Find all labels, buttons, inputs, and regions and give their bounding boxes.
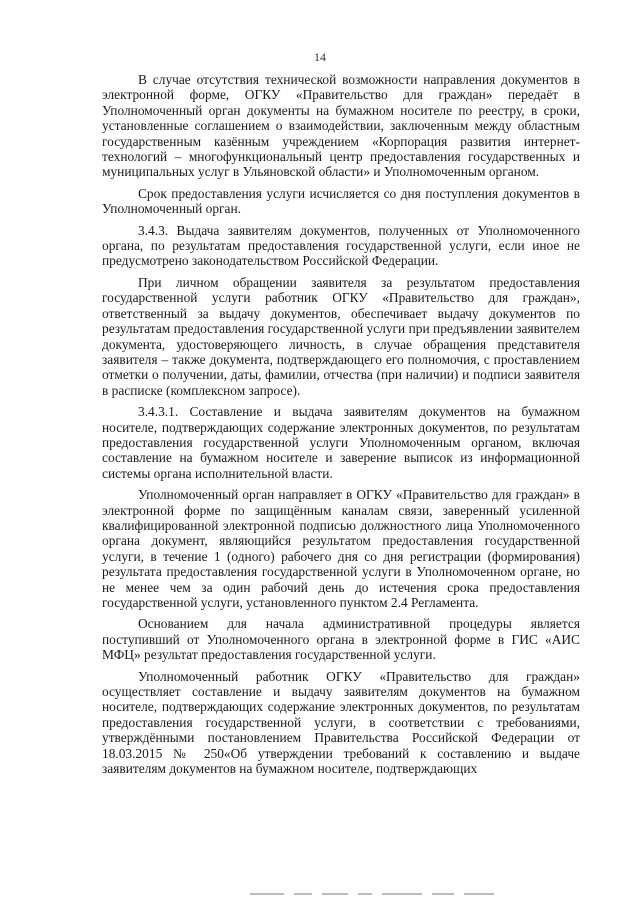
paragraph-mfc-paper-transfer: В случае отсутствия технической возможности направления документов в электронной форме, ОГКУ «Правительство для граждан» передаёт в Уполномоченный орган документы на бумажном носителе по реестру, в сроки, установленные соглашением о взаимодействии, заключенным между областным государственным казённым учреждением «Корпорация развития интернет-технологий – многофункциональный центр предоставления государственных и муниципальных услуг в Ульяновской области» и Уполномоченным органом. — [102, 72, 580, 180]
paragraph-service-term: Срок предоставления услуги исчисляется со дня поступления документов в Уполномоченный орган. — [102, 185, 580, 217]
paragraph-3-4-3: 3.4.3. Выдача заявителям документов, полученных от Уполномоченного органа, по результатам предоставления государственной услуги, если иное не предусмотрено законодательством Российской Федерации. — [102, 222, 580, 269]
page-body — [102, 72, 580, 782]
paragraph-authorized-worker: Уполномоченный работник ОГКУ «Правительство для граждан» осуществляет составление и выдачу заявителям документов на бумажном носителе, подтверждающих содержание электронных документов, по результатам предоставления государственной услуги, в соответствии с требованиями, утверждёнными постановлением Правительства Российской Федерации от 18.03.2015 № 250«Об утверждении требований к составлению и выдаче заявителям документов на бумажном носителе, подтверждающих — [102, 668, 580, 777]
scan-artifact-marks — [250, 893, 580, 897]
paragraph-3-4-3-1: 3.4.3.1. Составление и выдача заявителям документов на бумажном носителе, подтверждающих содержание электронных документов, по результатам предоставления государственной услуги Уполномоченным органом, включая составление на бумажном носителе и заверение выписок из информационной системы органа исполнительной власти. — [102, 404, 580, 481]
paragraph-procedure-basis: Основанием для начала административной процедуры является поступивший от Уполномоченного органа в электронной форме в ГИС «АИС МФЦ» результат предоставления государственной услуги. — [102, 616, 580, 663]
page-number: 14 — [314, 50, 326, 64]
paragraph-personal-appeal: При личном обращении заявителя за результатом предоставления государственной услуги работник ОГКУ «Правительство для граждан», ответственный за выдачу документов, обеспечивает выдачу документов по результатам предоставления государственной услуги при предъявлении заявителем документа, удостоверяющего личность, в случае обращения представителя заявителя – также документа, подтверждающего его полномочия, с проставлением отметки о получении, даты, фамилии, отчества (при наличии) и подписи заявителя в расписке (комплексном запросе). — [102, 274, 580, 398]
paragraph-authority-sends: Уполномоченный орган направляет в ОГКУ «Правительство для граждан» в электронной форме по защищённым каналам связи, заверенный усиленной квалифицированной электронной подписью должностного лица Уполномоченного органа документ, являющийся результатом предоставления государственной услуги, в течение 1 (одного) рабочего дня со дня регистрации (формирования) результата предоставления государственной услуги в Уполномоченном органе, но не менее чем за один рабочий день до истечения срока предоставления государственной услуги, установленного пунктом 2.4 Регламента. — [102, 487, 580, 610]
